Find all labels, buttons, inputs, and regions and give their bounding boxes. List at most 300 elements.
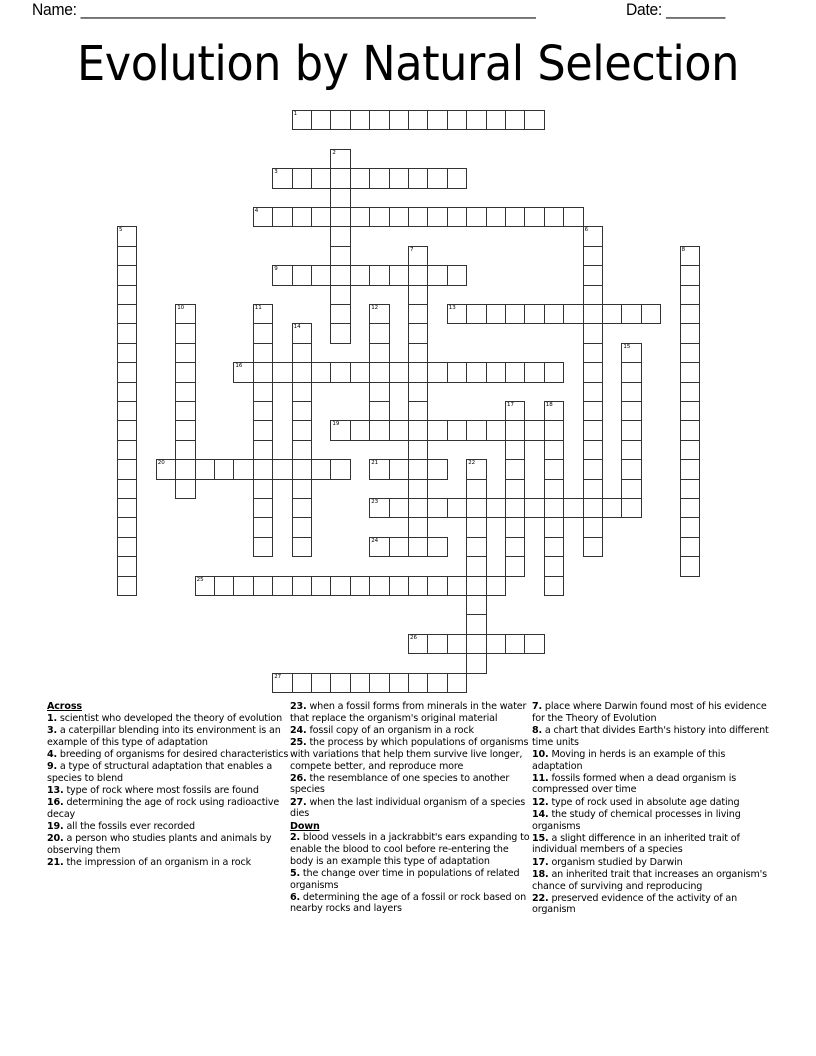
crossword-cell[interactable] xyxy=(253,382,273,402)
crossword-cell[interactable] xyxy=(292,537,312,557)
crossword-cell[interactable] xyxy=(563,207,583,227)
across-heading: Across xyxy=(47,701,82,712)
crossword-cell[interactable] xyxy=(408,517,428,537)
crossword-cell[interactable] xyxy=(680,420,700,440)
clue-number: 19 xyxy=(332,421,340,428)
crossword-cell[interactable] xyxy=(389,576,409,596)
crossword-cell[interactable] xyxy=(680,556,700,576)
crossword-cell[interactable] xyxy=(466,537,486,557)
crossword-cell[interactable] xyxy=(350,576,370,596)
crossword-cell[interactable] xyxy=(369,459,389,479)
crossword-cell[interactable] xyxy=(253,420,273,440)
crossword-cell[interactable] xyxy=(117,556,137,576)
crossword-cell[interactable] xyxy=(253,479,273,499)
crossword-cell[interactable] xyxy=(253,343,273,363)
crossword-cell[interactable] xyxy=(544,207,564,227)
crossword-cell[interactable] xyxy=(330,304,350,324)
crossword-cell[interactable] xyxy=(486,304,506,324)
crossword-cell[interactable] xyxy=(369,168,389,188)
crossword-cell[interactable] xyxy=(330,246,350,266)
crossword-cell[interactable] xyxy=(505,634,525,654)
crossword-cell[interactable] xyxy=(583,537,603,557)
crossword-cell[interactable] xyxy=(447,110,467,130)
crossword-cell[interactable] xyxy=(311,110,331,130)
crossword-cell[interactable] xyxy=(117,459,137,479)
crossword-cell[interactable] xyxy=(583,498,603,518)
crossword-cell[interactable] xyxy=(350,265,370,285)
crossword-cell[interactable] xyxy=(408,207,428,227)
crossword-cell[interactable] xyxy=(292,459,312,479)
crossword-cell[interactable] xyxy=(408,420,428,440)
crossword-cell[interactable] xyxy=(408,246,428,266)
crossword-cell[interactable] xyxy=(272,207,292,227)
crossword-cell[interactable] xyxy=(583,517,603,537)
crossword-cell[interactable] xyxy=(292,323,312,343)
crossword-cell[interactable] xyxy=(408,265,428,285)
crossword-cell[interactable] xyxy=(292,401,312,421)
crossword-cell[interactable] xyxy=(427,207,447,227)
crossword-cell[interactable] xyxy=(311,168,331,188)
crossword-cell[interactable] xyxy=(292,362,312,382)
crossword-cell[interactable] xyxy=(505,459,525,479)
crossword-cell[interactable] xyxy=(117,420,137,440)
crossword-cell[interactable] xyxy=(466,479,486,499)
crossword-cell[interactable] xyxy=(175,459,195,479)
crossword-cell[interactable] xyxy=(447,634,467,654)
crossword-cell[interactable] xyxy=(563,304,583,324)
crossword-cell[interactable] xyxy=(330,265,350,285)
crossword-cell[interactable] xyxy=(408,304,428,324)
crossword-cell[interactable] xyxy=(486,110,506,130)
crossword-cell[interactable] xyxy=(175,323,195,343)
crossword-cell[interactable] xyxy=(292,420,312,440)
crossword-cell[interactable] xyxy=(117,498,137,518)
crossword-cell[interactable] xyxy=(583,226,603,246)
crossword-cell[interactable] xyxy=(253,304,273,324)
crossword-cell[interactable] xyxy=(214,459,234,479)
crossword-cell[interactable] xyxy=(583,323,603,343)
crossword-cell[interactable] xyxy=(408,343,428,363)
crossword-cell[interactable] xyxy=(466,653,486,673)
crossword-cell[interactable] xyxy=(389,537,409,557)
clue-text: organism studied by Darwin xyxy=(548,856,683,868)
crossword-cell[interactable] xyxy=(583,479,603,499)
crossword-cell[interactable] xyxy=(621,362,641,382)
crossword-cell[interactable] xyxy=(680,498,700,518)
crossword-cell[interactable] xyxy=(621,459,641,479)
crossword-cell[interactable] xyxy=(466,556,486,576)
crossword-cell[interactable] xyxy=(408,634,428,654)
crossword-cell[interactable] xyxy=(583,401,603,421)
crossword-cell[interactable] xyxy=(447,673,467,693)
crossword-cell[interactable] xyxy=(117,285,137,305)
crossword-cell[interactable] xyxy=(524,304,544,324)
crossword-cell[interactable] xyxy=(427,265,447,285)
crossword-cell[interactable] xyxy=(389,110,409,130)
crossword-cell[interactable] xyxy=(117,343,137,363)
crossword-cell[interactable] xyxy=(330,110,350,130)
crossword-cell[interactable] xyxy=(350,207,370,227)
crossword-cell[interactable] xyxy=(563,498,583,518)
crossword-cell[interactable] xyxy=(505,479,525,499)
crossword-cell[interactable] xyxy=(369,343,389,363)
crossword-cell[interactable] xyxy=(292,498,312,518)
crossword-cell[interactable] xyxy=(544,537,564,557)
crossword-cell[interactable] xyxy=(680,285,700,305)
crossword-cell[interactable] xyxy=(117,440,137,460)
crossword-cell[interactable] xyxy=(369,110,389,130)
crossword-cell[interactable] xyxy=(486,576,506,596)
crossword-cell[interactable] xyxy=(544,304,564,324)
crossword-cell[interactable] xyxy=(544,576,564,596)
crossword-cell[interactable] xyxy=(175,479,195,499)
crossword-cell[interactable] xyxy=(408,673,428,693)
crossword-cell[interactable] xyxy=(117,537,137,557)
crossword-cell[interactable] xyxy=(680,440,700,460)
crossword-cell[interactable] xyxy=(117,246,137,266)
crossword-cell[interactable] xyxy=(680,537,700,557)
crossword-cell[interactable] xyxy=(602,304,622,324)
crossword-cell[interactable] xyxy=(486,634,506,654)
crossword-cell[interactable] xyxy=(117,304,137,324)
crossword-cell[interactable] xyxy=(466,517,486,537)
crossword-cell[interactable] xyxy=(292,440,312,460)
crossword-cell[interactable] xyxy=(524,207,544,227)
crossword-cell[interactable] xyxy=(253,459,273,479)
crossword-cell[interactable] xyxy=(524,498,544,518)
crossword-cell[interactable] xyxy=(311,459,331,479)
crossword-cell[interactable] xyxy=(117,517,137,537)
crossword-cell[interactable] xyxy=(253,401,273,421)
crossword-cell[interactable] xyxy=(117,401,137,421)
crossword-cell[interactable] xyxy=(621,420,641,440)
crossword-cell[interactable] xyxy=(524,420,544,440)
crossword-cell[interactable] xyxy=(427,168,447,188)
crossword-cell[interactable] xyxy=(389,207,409,227)
crossword-cell[interactable] xyxy=(544,517,564,537)
crossword-cell[interactable] xyxy=(292,479,312,499)
crossword-cell[interactable] xyxy=(447,265,467,285)
crossword-cell[interactable] xyxy=(621,343,641,363)
clue-number: 5 xyxy=(119,227,123,234)
crossword-cell[interactable] xyxy=(427,420,447,440)
crossword-cell[interactable] xyxy=(214,576,234,596)
crossword-cell[interactable] xyxy=(369,323,389,343)
crossword-cell[interactable] xyxy=(583,304,603,324)
crossword-cell[interactable] xyxy=(369,498,389,518)
crossword-cell[interactable] xyxy=(680,479,700,499)
crossword-cell[interactable] xyxy=(544,556,564,576)
crossword-cell[interactable] xyxy=(292,168,312,188)
crossword-cell[interactable] xyxy=(427,576,447,596)
crossword-cell[interactable] xyxy=(505,517,525,537)
crossword-cell[interactable] xyxy=(427,110,447,130)
crossword-cell[interactable] xyxy=(466,595,486,615)
crossword-cell[interactable] xyxy=(680,343,700,363)
crossword-cell[interactable] xyxy=(195,459,215,479)
crossword-cell[interactable] xyxy=(621,498,641,518)
crossword-cell[interactable] xyxy=(680,517,700,537)
crossword-cell[interactable] xyxy=(292,517,312,537)
crossword-cell[interactable] xyxy=(311,265,331,285)
crossword-cell[interactable] xyxy=(505,440,525,460)
crossword-cell[interactable] xyxy=(330,362,350,382)
crossword-cell[interactable] xyxy=(330,323,350,343)
crossword-cell[interactable] xyxy=(175,362,195,382)
crossword-cell[interactable] xyxy=(621,304,641,324)
crossword-cell[interactable] xyxy=(233,576,253,596)
crossword-cell[interactable] xyxy=(389,459,409,479)
crossword-cell[interactable] xyxy=(292,576,312,596)
crossword-cell[interactable] xyxy=(253,576,273,596)
crossword-cell[interactable] xyxy=(544,440,564,460)
crossword-cell[interactable] xyxy=(369,207,389,227)
crossword-cell[interactable] xyxy=(117,265,137,285)
crossword-cell[interactable] xyxy=(680,246,700,266)
crossword-cell[interactable] xyxy=(350,420,370,440)
crossword-cell[interactable] xyxy=(466,614,486,634)
crossword-cell[interactable] xyxy=(292,382,312,402)
crossword-cell[interactable] xyxy=(253,362,273,382)
crossword-cell[interactable] xyxy=(292,207,312,227)
crossword-cell[interactable] xyxy=(583,362,603,382)
crossword-cell[interactable] xyxy=(544,459,564,479)
crossword-cell[interactable] xyxy=(330,576,350,596)
crossword-cell[interactable] xyxy=(583,382,603,402)
crossword-cell[interactable] xyxy=(389,362,409,382)
crossword-cell[interactable] xyxy=(292,673,312,693)
crossword-cell[interactable] xyxy=(544,498,564,518)
crossword-cell[interactable] xyxy=(117,226,137,246)
crossword-cell[interactable] xyxy=(369,265,389,285)
crossword-cell[interactable] xyxy=(272,168,292,188)
crossword-cell[interactable] xyxy=(350,110,370,130)
crossword-cell[interactable] xyxy=(505,537,525,557)
clue-item xyxy=(47,797,289,820)
crossword-cell[interactable] xyxy=(330,673,350,693)
crossword-cell[interactable] xyxy=(175,382,195,402)
crossword-cell[interactable] xyxy=(447,498,467,518)
crossword-cell[interactable] xyxy=(524,362,544,382)
crossword-cell[interactable] xyxy=(583,420,603,440)
crossword-cell[interactable] xyxy=(505,498,525,518)
crossword-cell[interactable] xyxy=(447,304,467,324)
crossword-cell[interactable] xyxy=(369,673,389,693)
crossword-cell[interactable] xyxy=(369,401,389,421)
crossword-cell[interactable] xyxy=(544,362,564,382)
crossword-cell[interactable] xyxy=(447,420,467,440)
crossword-cell[interactable] xyxy=(408,440,428,460)
crossword-cell[interactable] xyxy=(505,110,525,130)
crossword-cell[interactable] xyxy=(311,673,331,693)
crossword-cell[interactable] xyxy=(253,537,273,557)
crossword-cell[interactable] xyxy=(466,207,486,227)
crossword-cell[interactable] xyxy=(680,265,700,285)
crossword-cell[interactable] xyxy=(369,576,389,596)
crossword-cell[interactable] xyxy=(544,401,564,421)
crossword-cell[interactable] xyxy=(117,382,137,402)
crossword-cell[interactable] xyxy=(427,634,447,654)
crossword-cell[interactable] xyxy=(505,304,525,324)
crossword-cell[interactable] xyxy=(583,440,603,460)
clue-number: 11 xyxy=(254,305,262,311)
crossword-cell[interactable] xyxy=(524,634,544,654)
crossword-cell[interactable] xyxy=(466,110,486,130)
crossword-cell[interactable] xyxy=(680,362,700,382)
crossword-cell[interactable] xyxy=(233,459,253,479)
crossword-cell[interactable] xyxy=(408,168,428,188)
crossword-cell[interactable] xyxy=(466,634,486,654)
crossword-cell[interactable] xyxy=(447,576,467,596)
crossword-cell[interactable] xyxy=(253,323,273,343)
crossword-cell[interactable] xyxy=(524,110,544,130)
crossword-cell[interactable] xyxy=(544,420,564,440)
crossword-cell[interactable] xyxy=(175,401,195,421)
crossword-cell[interactable] xyxy=(505,207,525,227)
crossword-cell[interactable] xyxy=(175,420,195,440)
crossword-cell[interactable] xyxy=(583,246,603,266)
crossword-cell[interactable] xyxy=(583,343,603,363)
crossword-cell[interactable] xyxy=(408,479,428,499)
crossword-cell[interactable] xyxy=(272,362,292,382)
crossword-cell[interactable] xyxy=(621,401,641,421)
crossword-cell[interactable] xyxy=(369,537,389,557)
crossword-cell[interactable] xyxy=(408,459,428,479)
crossword-cell[interactable] xyxy=(389,265,409,285)
crossword-cell[interactable] xyxy=(641,304,661,324)
crossword-cell[interactable] xyxy=(117,576,137,596)
crossword-cell[interactable] xyxy=(680,401,700,421)
crossword-cell[interactable] xyxy=(272,265,292,285)
crossword-cell[interactable] xyxy=(680,304,700,324)
clue-text: a caterpillar blending into its environment is an example of this type of adaptation xyxy=(47,724,281,748)
crossword-cell[interactable] xyxy=(466,498,486,518)
crossword-cell[interactable] xyxy=(427,537,447,557)
crossword-cell[interactable] xyxy=(117,362,137,382)
crossword-cell[interactable] xyxy=(466,576,486,596)
crossword-cell[interactable] xyxy=(583,265,603,285)
crossword-cell[interactable] xyxy=(311,207,331,227)
crossword-cell[interactable] xyxy=(583,459,603,479)
crossword-cell[interactable] xyxy=(369,362,389,382)
crossword-cell[interactable] xyxy=(350,362,370,382)
crossword-cell[interactable] xyxy=(272,673,292,693)
crossword-cell[interactable] xyxy=(505,556,525,576)
crossword-cell[interactable] xyxy=(621,440,641,460)
crossword-cell[interactable] xyxy=(350,673,370,693)
crossword-cell[interactable] xyxy=(447,207,467,227)
crossword-cell[interactable] xyxy=(311,362,331,382)
crossword-cell[interactable] xyxy=(389,420,409,440)
crossword-cell[interactable] xyxy=(427,673,447,693)
crossword-cell[interactable] xyxy=(505,420,525,440)
crossword-cell[interactable] xyxy=(330,226,350,246)
crossword-cell[interactable] xyxy=(389,673,409,693)
crossword-cell[interactable] xyxy=(330,207,350,227)
crossword-cell[interactable] xyxy=(292,343,312,363)
crossword-cell[interactable] xyxy=(253,440,273,460)
crossword-cell[interactable] xyxy=(486,498,506,518)
crossword-cell[interactable] xyxy=(408,110,428,130)
crossword-cell[interactable] xyxy=(253,498,273,518)
crossword-cell[interactable] xyxy=(466,304,486,324)
crossword-cell[interactable] xyxy=(330,420,350,440)
clue-number: 27 xyxy=(274,673,282,680)
crossword-cell[interactable] xyxy=(117,479,137,499)
crossword-cell[interactable] xyxy=(427,362,447,382)
clue-item xyxy=(47,749,289,761)
crossword-cell[interactable] xyxy=(311,576,331,596)
crossword-cell[interactable] xyxy=(175,440,195,460)
crossword-cell[interactable] xyxy=(505,362,525,382)
crossword-cell[interactable] xyxy=(330,168,350,188)
clue-number: 2. xyxy=(290,832,301,844)
crossword-cell[interactable] xyxy=(292,265,312,285)
crossword-cell[interactable] xyxy=(175,304,195,324)
crossword-cell[interactable] xyxy=(369,420,389,440)
crossword-cell[interactable] xyxy=(486,420,506,440)
crossword-cell[interactable] xyxy=(583,285,603,305)
crossword-cell[interactable] xyxy=(486,362,506,382)
crossword-cell[interactable] xyxy=(447,362,467,382)
crossword-cell[interactable] xyxy=(408,576,428,596)
crossword-cell[interactable] xyxy=(156,459,176,479)
crossword-cell[interactable] xyxy=(680,459,700,479)
crossword-cell[interactable] xyxy=(544,479,564,499)
crossword-cell[interactable] xyxy=(486,207,506,227)
crossword-cell[interactable] xyxy=(330,285,350,305)
clue-number: 7 xyxy=(410,246,414,253)
crossword-cell[interactable] xyxy=(427,459,447,479)
crossword-cell[interactable] xyxy=(408,323,428,343)
crossword-cell[interactable] xyxy=(253,517,273,537)
crossword-cell[interactable] xyxy=(330,149,350,169)
crossword-cell[interactable] xyxy=(602,498,622,518)
crossword-cell[interactable] xyxy=(253,207,273,227)
crossword-cell[interactable] xyxy=(408,537,428,557)
crossword-cell[interactable] xyxy=(427,498,447,518)
crossword-cell[interactable] xyxy=(233,362,253,382)
crossword-cell[interactable] xyxy=(195,576,215,596)
crossword-cell[interactable] xyxy=(408,382,428,402)
crossword-cell[interactable] xyxy=(408,498,428,518)
crossword-cell[interactable] xyxy=(369,304,389,324)
crossword-cell[interactable] xyxy=(466,420,486,440)
crossword-cell[interactable] xyxy=(330,188,350,208)
crossword-cell[interactable] xyxy=(389,168,409,188)
crossword-cell[interactable] xyxy=(117,323,137,343)
crossword-cell[interactable] xyxy=(389,498,409,518)
crossword-cell[interactable] xyxy=(272,576,292,596)
crossword-cell[interactable] xyxy=(408,285,428,305)
crossword-cell[interactable] xyxy=(621,479,641,499)
crossword-cell[interactable] xyxy=(292,110,312,130)
crossword-cell[interactable] xyxy=(466,459,486,479)
crossword-cell[interactable] xyxy=(408,401,428,421)
crossword-cell[interactable] xyxy=(447,168,467,188)
crossword-cell[interactable] xyxy=(621,382,641,402)
crossword-cell[interactable] xyxy=(408,362,428,382)
crossword-cell[interactable] xyxy=(330,459,350,479)
crossword-cell[interactable] xyxy=(350,168,370,188)
crossword-cell[interactable] xyxy=(175,343,195,363)
crossword-cell[interactable] xyxy=(505,401,525,421)
crossword-cell[interactable] xyxy=(466,362,486,382)
crossword-cell[interactable] xyxy=(680,323,700,343)
crossword-cell[interactable] xyxy=(369,382,389,402)
crossword-cell[interactable] xyxy=(680,382,700,402)
crossword-cell[interactable] xyxy=(272,459,292,479)
